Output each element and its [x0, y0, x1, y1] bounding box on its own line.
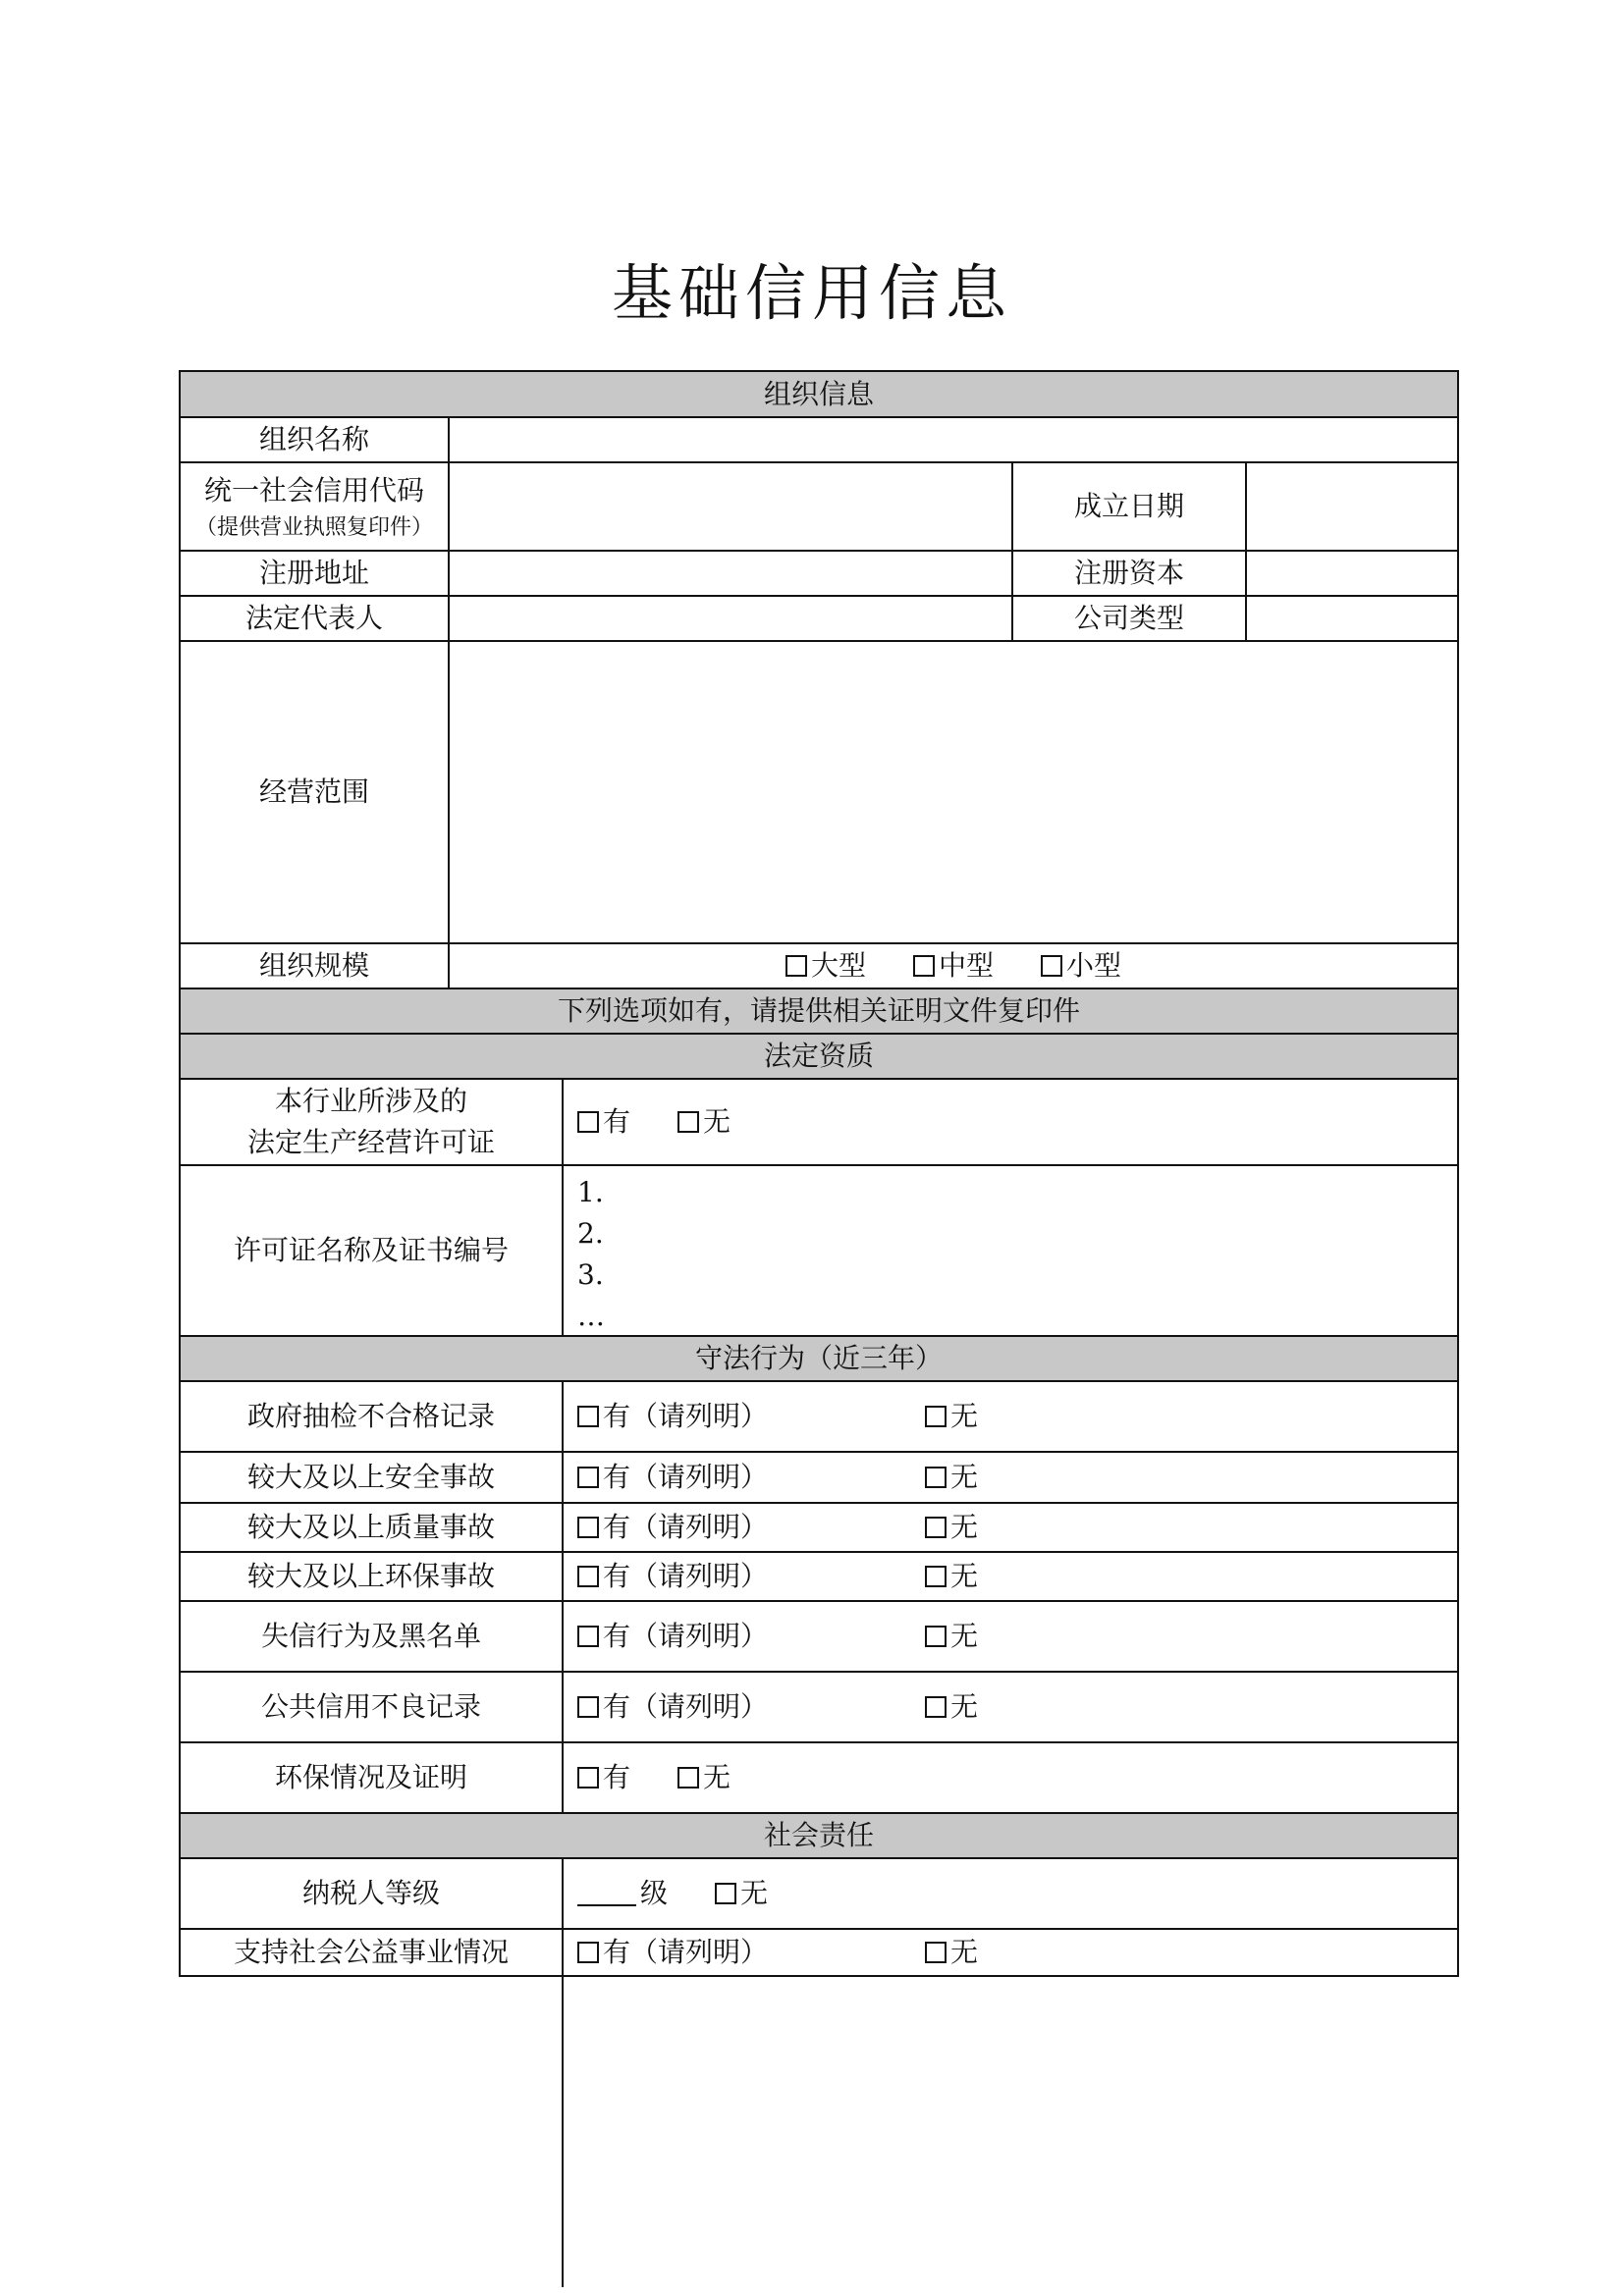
license-label-line1: 本行业所涉及的	[274, 1085, 467, 1117]
license-label-line2: 法定生产经营许可证	[246, 1126, 495, 1158]
checkbox-icon[interactable]	[577, 1467, 599, 1488]
law-row-label: 失信行为及黑名单	[260, 1620, 481, 1652]
public-welfare-label: 支持社会公益事业情况	[233, 1936, 509, 1968]
checkbox-icon[interactable]	[577, 1517, 599, 1538]
checkbox-icon[interactable]	[577, 1942, 599, 1963]
list-item: 3.	[577, 1258, 604, 1291]
credit-info-form	[179, 370, 1459, 1977]
environment-proof-label: 环保情况及证明	[274, 1761, 467, 1793]
credit-code-label: 统一社会信用代码	[203, 473, 424, 507]
license-cert-label: 许可证名称及证书编号	[233, 1234, 509, 1266]
established-date-label: 成立日期	[1073, 490, 1184, 522]
section-header-social-responsibility: 社会责任	[181, 1814, 1457, 1857]
option-no[interactable]: 无	[925, 1616, 978, 1657]
checkbox-icon[interactable]	[577, 1626, 599, 1647]
credit-code-field[interactable]	[450, 463, 1011, 550]
option-no[interactable]: 无	[925, 1457, 978, 1498]
law-row-options	[564, 1453, 1457, 1502]
option-yes[interactable]: 有（请列明）	[577, 1457, 768, 1498]
checkbox-icon[interactable]	[577, 1767, 599, 1789]
option-yes[interactable]: 有（请列明）	[577, 1686, 768, 1728]
checkbox-icon[interactable]	[577, 1566, 599, 1587]
law-row-label: 政府抽检不合格记录	[246, 1400, 495, 1432]
option-no[interactable]: 无	[677, 1757, 731, 1798]
license-option-no[interactable]: 无	[677, 1101, 731, 1143]
license-cert-list	[577, 1166, 605, 1335]
law-row-options	[564, 1553, 1457, 1600]
law-row-options	[564, 1673, 1457, 1741]
law-row-options	[564, 1382, 1457, 1451]
checkbox-icon[interactable]	[925, 1467, 947, 1488]
option-no[interactable]: 无	[925, 1556, 978, 1597]
established-date-field[interactable]	[1247, 463, 1457, 550]
section-header-law-abiding: 守法行为（近三年）	[181, 1337, 1457, 1380]
scale-option-small[interactable]: 小型	[1041, 945, 1121, 987]
registered-capital-label: 注册资本	[1073, 557, 1184, 589]
registered-capital-field[interactable]	[1247, 552, 1457, 595]
option-no[interactable]: 无	[925, 1507, 978, 1548]
taxpayer-grade-options	[564, 1859, 1457, 1928]
taxpayer-grade-label: 纳税人等级	[301, 1877, 440, 1909]
list-item: 2.	[577, 1217, 604, 1250]
law-row-label: 较大及以上环保事故	[246, 1560, 495, 1592]
checkbox-icon[interactable]	[677, 1767, 699, 1789]
list-item: …	[577, 1300, 605, 1332]
option-yes[interactable]: 有（请列明）	[577, 1396, 768, 1437]
environment-proof-options	[564, 1743, 1457, 1812]
license-cert-field[interactable]	[564, 1166, 1457, 1335]
license-options	[564, 1080, 1457, 1164]
checkbox-icon[interactable]	[785, 955, 807, 977]
notice-banner: 下列选项如有，请提供相关证明文件复印件	[181, 989, 1457, 1033]
scale-option-large[interactable]: 大型	[785, 945, 866, 987]
credit-code-note: （提供营业执照复印件）	[194, 514, 433, 540]
checkbox-icon[interactable]	[913, 955, 935, 977]
legal-representative-field[interactable]	[450, 597, 1011, 640]
registered-address-label: 注册地址	[258, 557, 369, 589]
page-title: 基础信用信息	[611, 257, 1012, 329]
section-header-org-info: 组织信息	[181, 372, 1457, 416]
checkbox-icon[interactable]	[677, 1111, 699, 1133]
option-yes[interactable]: 有（请列明）	[577, 1932, 768, 1973]
org-scale-options	[450, 944, 1457, 988]
option-no[interactable]: 无	[715, 1873, 768, 1914]
org-name-field[interactable]	[450, 418, 1457, 461]
company-type-label: 公司类型	[1073, 602, 1184, 634]
registered-address-field[interactable]	[450, 552, 1011, 595]
section-header-legal-qualification: 法定资质	[181, 1035, 1457, 1078]
law-row-label: 较大及以上安全事故	[246, 1461, 495, 1493]
law-row-label: 公共信用不良记录	[260, 1690, 481, 1723]
scale-option-medium[interactable]: 中型	[913, 945, 994, 987]
checkbox-icon[interactable]	[925, 1942, 947, 1963]
law-row-options	[564, 1504, 1457, 1551]
org-name-label: 组织名称	[258, 423, 369, 455]
option-yes[interactable]: 有	[577, 1757, 630, 1798]
checkbox-icon[interactable]	[715, 1883, 736, 1904]
checkbox-icon[interactable]	[1041, 955, 1062, 977]
public-welfare-options	[564, 1930, 1457, 1975]
grade-blank[interactable]	[577, 1877, 636, 1906]
company-type-field[interactable]	[1247, 597, 1457, 640]
checkbox-icon[interactable]	[925, 1406, 947, 1427]
list-item: 1.	[577, 1176, 604, 1208]
law-row-label: 较大及以上质量事故	[246, 1511, 495, 1543]
checkbox-icon[interactable]	[577, 1111, 599, 1133]
checkbox-icon[interactable]	[577, 1696, 599, 1718]
option-yes[interactable]: 有（请列明）	[577, 1556, 768, 1597]
checkbox-icon[interactable]	[925, 1696, 947, 1718]
taxpayer-grade-input[interactable]: 级	[577, 1873, 668, 1914]
checkbox-icon[interactable]	[925, 1517, 947, 1538]
business-scope-label: 经营范围	[258, 775, 369, 808]
option-no[interactable]: 无	[925, 1686, 978, 1728]
option-no[interactable]: 无	[925, 1396, 978, 1437]
license-label-cell	[181, 1080, 562, 1164]
checkbox-icon[interactable]	[925, 1566, 947, 1587]
checkbox-icon[interactable]	[577, 1406, 599, 1427]
credit-code-label-cell	[181, 463, 448, 550]
license-option-yes[interactable]: 有	[577, 1101, 630, 1143]
legal-representative-label: 法定代表人	[244, 602, 383, 634]
option-yes[interactable]: 有（请列明）	[577, 1507, 768, 1548]
option-no[interactable]: 无	[925, 1932, 978, 1973]
org-scale-label: 组织规模	[258, 949, 369, 982]
option-yes[interactable]: 有（请列明）	[577, 1616, 768, 1657]
checkbox-icon[interactable]	[925, 1626, 947, 1647]
law-row-options	[564, 1602, 1457, 1671]
business-scope-field[interactable]	[450, 642, 1457, 942]
